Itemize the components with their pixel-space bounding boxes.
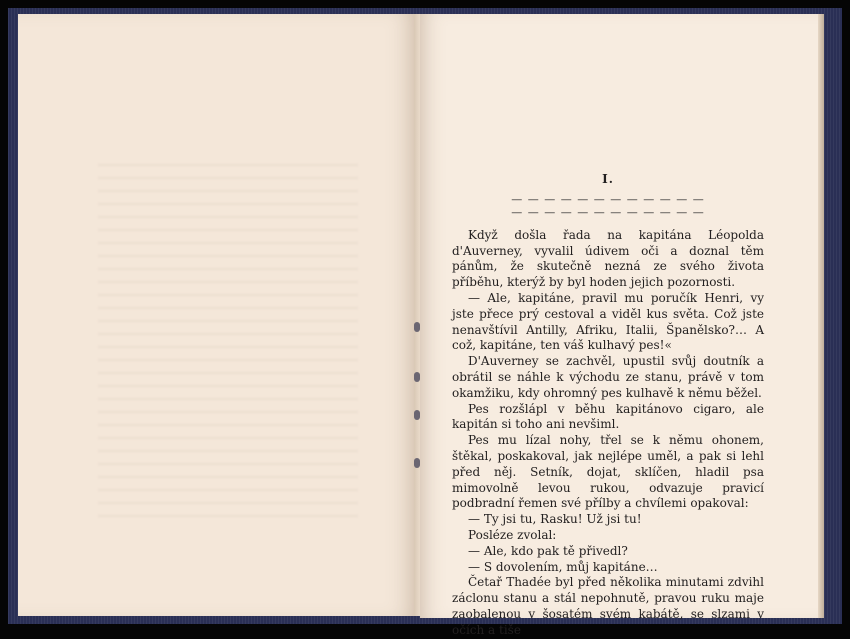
paragraph: — S dovolením, můj kapitáne…: [468, 559, 658, 574]
paragraph: Četař Thadée byl před několika minutami zdvihl záclonu stanu a stál nepohnutě, pravou ruku maje zaobalenou v šosatém svém kabátě, se slzami v očích a tiše: [452, 575, 764, 637]
binding-stitch: [414, 458, 420, 468]
binding-stitch: [414, 322, 420, 332]
paragraph: Když došla řada na kapitána Léopolda d'Auverney, vyvalil údivem oči a doznal těm pánům, že skutečně nezná ze svého života příběhu, kterýž by byl hoden jejich pozornosti.: [452, 227, 764, 290]
binding-stitch: [414, 410, 420, 420]
binding-stitch: [414, 372, 420, 382]
paragraph: Posléze zvolal:: [468, 527, 557, 542]
chapter-heading: I.: [602, 172, 614, 186]
paragraph: Pes rozšlápl v běhu kapitánovo cigaro, ale kapitán si toho ani nevšiml.: [452, 401, 764, 432]
paragraph: — Ale, kapitáne, pravil mu poručík Henri, vy jste přece prý cestoval a viděl kus světa. Což jste nenavštívil Antilly, Afriku, Italii, Španělsko?… A což, kapitáne, ten váš kulhavý pes!«: [452, 290, 764, 353]
paragraph: Pes mu lízal nohy, třel se k němu ohonem, štěkal, poskakoval, jak nejlépe uměl, a pak si lehl před něj. Setník, dojat, sklíčen, hladil psa mimovolně levou rukou, odvazuje pravicí podbradní řemen své přílby a chvílemi opakoval:: [452, 433, 764, 511]
ornamental-rule: — — — — — — — — — — — —: [511, 192, 705, 206]
paragraph: D'Auverney se zachvěl, upustil svůj doutník a obrátil se náhle k východu ze stanu, právě v tom okamžiku, kdy ohromný pes kulhavě k němu běžel.: [452, 354, 764, 400]
paragraph: — Ty jsi tu, Rasku! Už jsi tu!: [468, 512, 642, 527]
chapter-text: [452, 168, 764, 639]
paragraph: — Ale, kdo pak tě přivedl?: [468, 543, 628, 558]
left-page: [18, 14, 416, 616]
ornamental-rule: — — — — — — — — — — — —: [511, 205, 705, 219]
page-edge: [818, 14, 824, 618]
bleed-through-text: [98, 164, 358, 524]
